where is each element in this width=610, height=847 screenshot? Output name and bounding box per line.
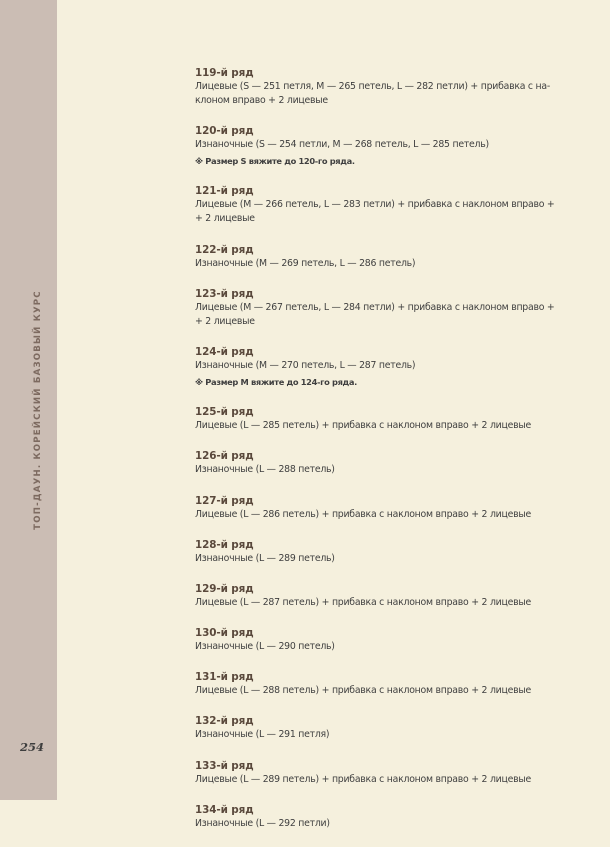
row-title: 120-й ряд	[195, 125, 254, 138]
row-text-line: клоном вправо + 2 лицевые	[195, 95, 328, 106]
row-text-line: Лицевые (M — 266 петель, L — 283 петли) + прибавка с наклоном вправо +	[195, 199, 555, 211]
row-text-line: Лицевые (L — 288 петель) + прибавка с наклоном вправо + 2 лицевые	[195, 685, 531, 697]
row-title: 133-й ряд	[195, 759, 254, 772]
row-text-line: Лицевые (L — 289 петель) + прибавка с наклоном вправо + 2 лицевые	[195, 773, 531, 785]
row-instruction	[195, 582, 555, 610]
row-text-line: Лицевые (S — 251 петля, M — 265 петель, L — 282 петли) + прибавка с на-	[195, 81, 550, 92]
row-instruction	[195, 626, 555, 654]
row-text-line: Изнаночные (L — 291 петля)	[195, 729, 330, 741]
row-title: 125-й ряд	[195, 406, 254, 419]
running-head: ТОП-ДАУН. КОРЕЙСКИЙ БАЗОВЫЙ КУРС	[33, 290, 43, 530]
row-title: 124-й ряд	[195, 345, 254, 358]
row-instruction	[195, 759, 555, 787]
row-instruction	[195, 494, 555, 522]
row-text-line: Изнаночные (L — 289 петель)	[195, 552, 335, 564]
row-instruction	[195, 243, 555, 271]
row-text-line: Лицевые (L — 286 петель) + прибавка с наклоном вправо + 2 лицевые	[195, 508, 531, 520]
row-title: 119-й ряд	[195, 67, 254, 79]
page-sidebar	[0, 0, 57, 800]
row-title: 126-й ряд	[195, 450, 254, 463]
row-title: 132-й ряд	[195, 715, 254, 728]
row-title: 128-й ряд	[195, 538, 254, 551]
row-instruction	[195, 124, 555, 168]
row-instruction	[195, 287, 555, 329]
size-note: ※ Размер M вяжите до 124-го ряда.	[195, 376, 357, 387]
row-text-line: Изнаночные (M — 269 петель, L — 286 петель)	[195, 257, 416, 269]
row-text-line: + 2 лицевые	[195, 315, 255, 327]
row-text-line: Изнаночные (L — 292 петли)	[195, 817, 330, 829]
row-text-line: Изнаночные (M — 270 петель, L — 287 петель)	[195, 359, 416, 371]
size-note: ※ Размер S вяжите до 120-го ряда.	[195, 156, 355, 167]
instructions-body	[195, 66, 555, 847]
row-title: 130-й ряд	[195, 627, 254, 640]
row-instruction	[195, 714, 555, 742]
row-instruction	[195, 405, 555, 433]
row-instruction	[195, 66, 555, 108]
row-text-line: Лицевые (L — 287 петель) + прибавка с наклоном вправо + 2 лицевые	[195, 596, 531, 608]
row-instruction	[195, 803, 555, 831]
row-title: 131-й ряд	[195, 671, 254, 684]
row-text-line: + 2 лицевые	[195, 213, 255, 225]
row-title: 129-й ряд	[195, 582, 254, 595]
row-instruction	[195, 670, 555, 698]
row-instruction	[195, 449, 555, 477]
row-instruction	[195, 345, 555, 389]
row-title: 121-й ряд	[195, 185, 254, 198]
row-text-line: Изнаночные (L — 288 петель)	[195, 464, 335, 476]
row-instruction	[195, 184, 555, 226]
row-title: 123-й ряд	[195, 287, 254, 300]
row-title: 134-й ряд	[195, 803, 254, 816]
row-text-line: Лицевые (L — 285 петель) + прибавка с наклоном вправо + 2 лицевые	[195, 420, 531, 432]
row-text-line: Изнаночные (S — 254 петли, M — 268 петель, L — 285 петель)	[195, 139, 489, 151]
row-text-line: Лицевые (M — 267 петель, L — 284 петли) + прибавка с наклоном вправо +	[195, 301, 555, 313]
row-title: 127-й ряд	[195, 494, 254, 507]
row-instruction	[195, 538, 555, 566]
page-number: 254	[20, 740, 45, 754]
row-title: 122-й ряд	[195, 243, 254, 256]
row-text-line: Изнаночные (L — 290 петель)	[195, 641, 335, 653]
